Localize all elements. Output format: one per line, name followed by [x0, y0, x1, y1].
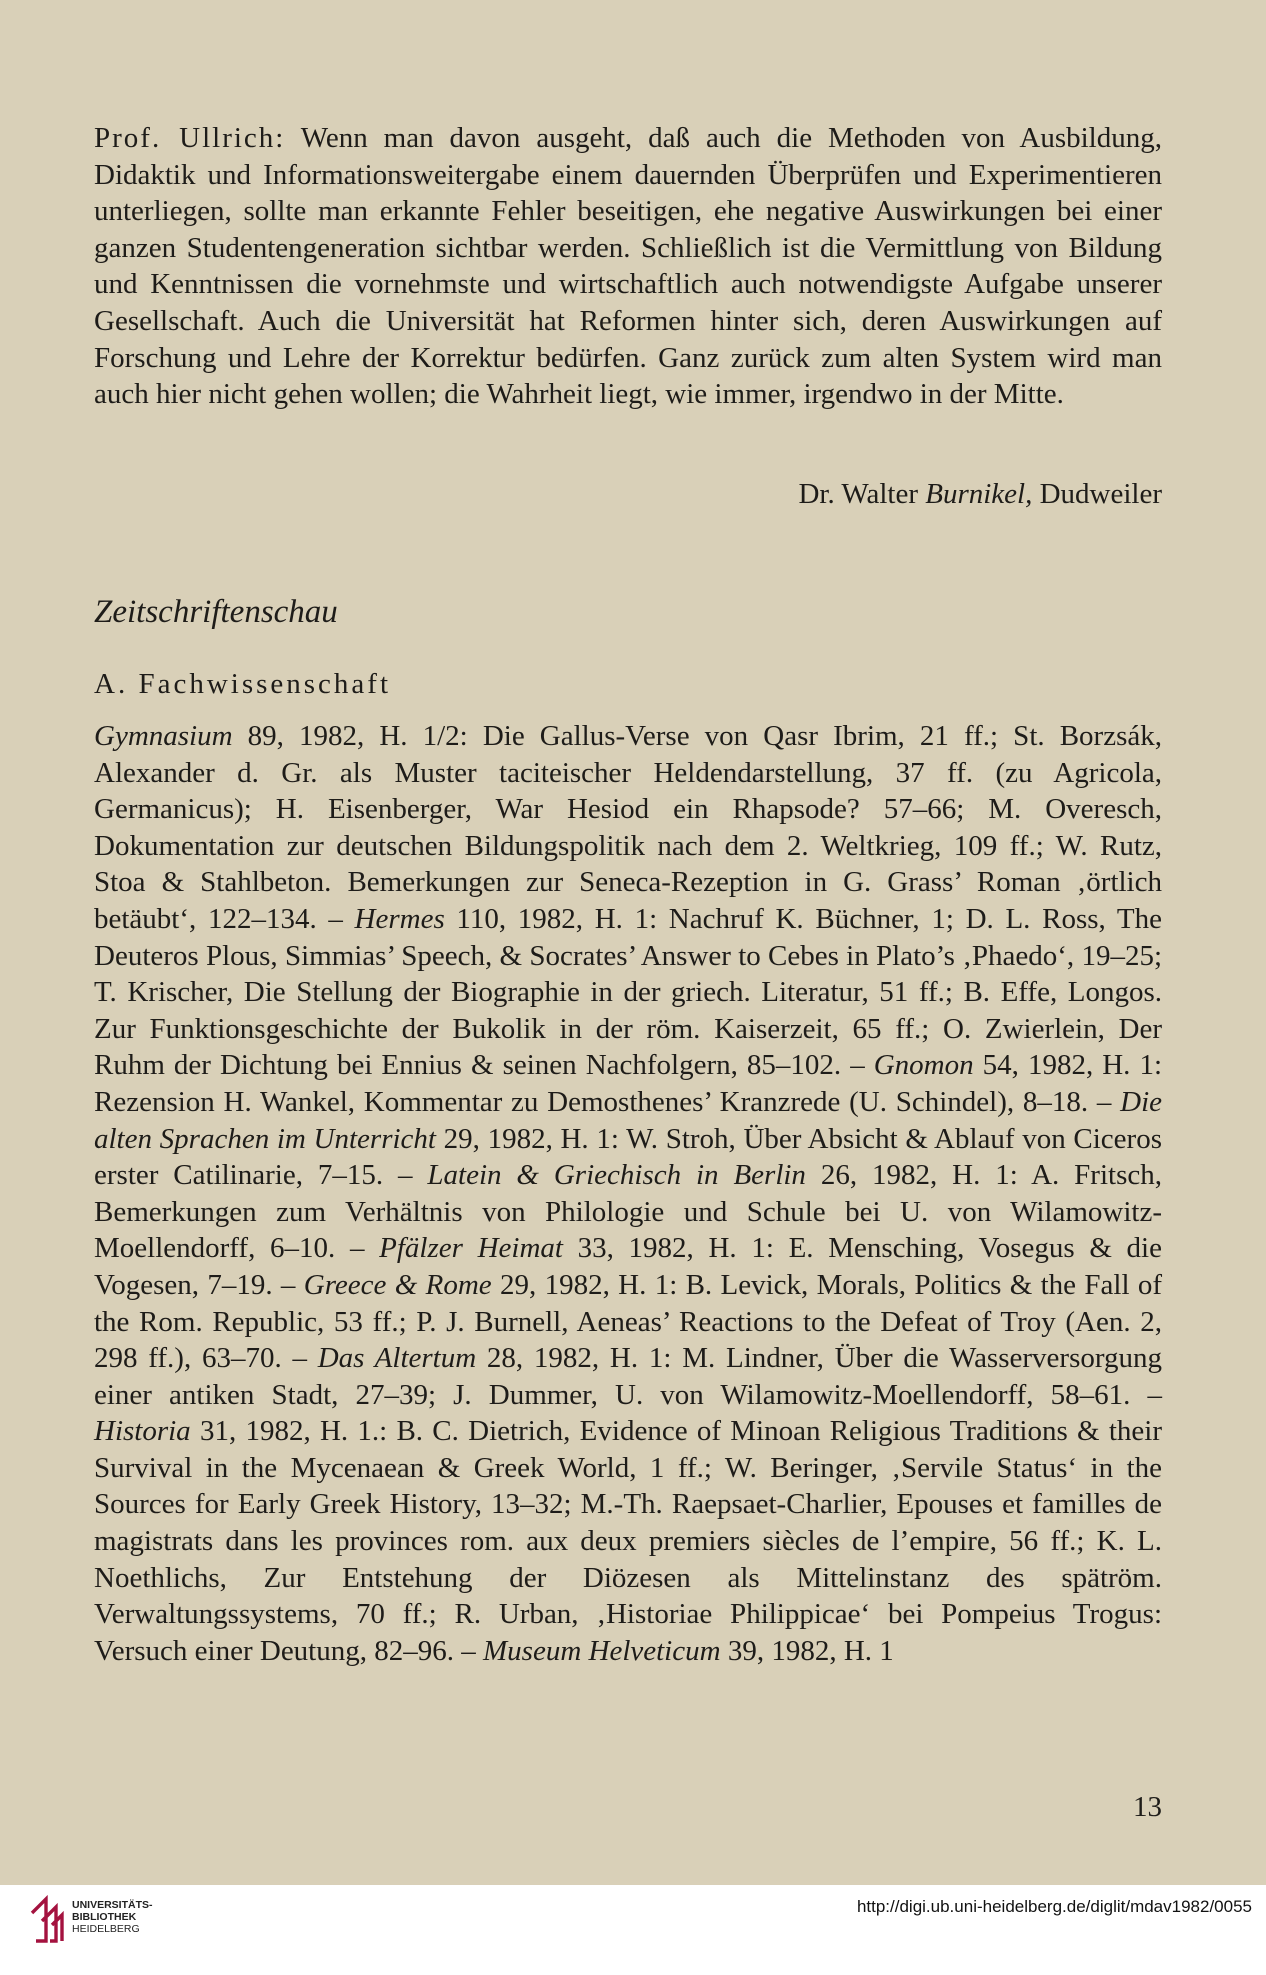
listing-text: 31, 1982, H. 1.: B. C. Dietrich, Evidence of Minoan Religious Traditions & their Survival in the Mycenaean & Greek World, 1 ff.; W. Beringer, ‚Servile Status‘ in the Sources for Early Greek History, 13–32; M.-Th. Raepsaet-Charlier, Epouses et familles de magistrats dans les provinces rom. aux deux premiers siècles de l’empire, 56 ff.; K. L. Noethlichs, Zur Entstehung der Diözesen als Mittelinstanz des spätröm. Verwaltungssystems, 70 ff.; R. Urban, ‚Historiae Philippicae‘ bei Pompeius Trogus: Versuch einer Deutung, 82–96. – — [94, 1415, 1162, 1667]
author-signature — [798, 476, 1162, 512]
journal-title: Das Altertum — [317, 1342, 477, 1375]
page-number: 13 — [1133, 1791, 1162, 1823]
journal-title: Gnomon — [873, 1049, 974, 1082]
logo-line-3: HEIDELBERG — [72, 1923, 140, 1935]
journal-title: Greece & Rome — [303, 1268, 492, 1301]
journal-title: Gymnasium — [94, 720, 233, 752]
logo-line-2: BIBLIOTHEK — [72, 1911, 137, 1923]
journal-title: Pfälzer Heimat — [379, 1232, 563, 1265]
source-url[interactable]: http://digi.ub.uni-heidelberg.de/diglit/mdav1982/0055 — [856, 1897, 1252, 1916]
journal-title: Die alten Sprachen im Unterricht — [94, 1085, 1162, 1155]
listing-text: 28, 1982, H. 1: M. Lindner, Über die Wasserversorgung einer antiken Stadt, 27–39; J. Dummer, U. von Wilamowitz-Moellendorff, 58–61. – — [94, 1342, 1162, 1411]
signature-prefix: Dr. Walter — [798, 478, 926, 510]
speaker-name: Prof. Ullrich: — [94, 122, 286, 154]
section-title: Zeitschriftenschau — [94, 594, 338, 630]
listing-text: 110, 1982, H. 1: Nachruf K. Büchner, 1; D. L. Ross, The Deuteros Plous, Simmias’ Speech, & Socrates’ Answer to Cebes in Plato’s ‚Phaedo‘, 19–25; T. Krischer, Die Stellung der Biographie in der griech. Literatur, 51 ff.; B. Effe, Longos. Zur Funktionsgeschichte der Bukolik in der röm. Kaiserzeit, 65 ff.; O. Zwierlein, Der Ruhm der Dichtung bei Ennius & seinen Nachfolgern, 85–102. – — [94, 902, 1163, 1082]
signature-name: Burnikel, — [925, 478, 1033, 510]
ub-heidelberg-logo-icon — [28, 1895, 66, 1945]
listing-text: 29, 1982, H. 1: W. Stroh, Über Absicht & Ablauf von Ciceros erster Catilinarie, 7–15. – — [94, 1122, 1162, 1192]
listing-text: 29, 1982, H. 1: B. Levick, Morals, Politics & the Fall of the Rom. Republic, 53 ff.; P. J. Burnell, Aeneas’ Reactions to the Defeat of Troy (Aen. 2, 298 ff.), 63–70. – — [94, 1268, 1162, 1375]
listing-text: 39, 1982, H. 1 — [720, 1634, 894, 1667]
footer-bar — [0, 1885, 1266, 1975]
journal-listing — [94, 718, 1162, 1669]
journal-title: Historia — [94, 1415, 191, 1448]
subsection-title: A. Fachwissenschaft — [94, 668, 392, 700]
logo-line-1: UNIVERSITÄTS- — [72, 1899, 153, 1911]
listing-text: 54, 1982, H. 1: Rezension H. Wankel, Kommentar zu Demosthenes’ Kranzrede (U. Schindel), 8–18. – — [94, 1049, 1162, 1118]
library-logo-text — [72, 1899, 153, 1935]
listing-text: 33, 1982, H. 1: E. Mensching, Vosegus & die Vogesen, 7–19. – — [94, 1232, 1162, 1301]
paragraph-text: Wenn man davon ausgeht, daß auch die Methoden von Ausbildung, Didaktik und Informationsweitergabe einem dauernden Überprüfen und Experimentieren unterliegen, sollte man erkannte Fehler beseitigen, ehe negative Auswirkungen bei einer ganzen Studentengeneration sichtbar werden. Schließlich ist die Vermittlung von Bildung und Kenntnissen die vornehmste und wirtschaftlich auch notwendigste Aufgabe unserer Gesellschaft. Auch die Universität hat Reformen hinter sich, deren Auswirkungen auf Forschung und Lehre der Korrektur bedürfen. Ganz zurück zum alten System wird man auch hier nicht gehen wollen; die Wahrheit liegt, wie immer, irgendwo in der Mitte. — [94, 122, 1162, 411]
journal-title: Latein & Griechisch in Berlin — [427, 1159, 806, 1192]
discussion-paragraph — [94, 120, 1162, 413]
journal-title: Hermes — [354, 902, 445, 935]
listing-text: 89, 1982, H. 1/2: Die Gallus-Verse von Qasr Ibrim, 21 ff.; St. Borzsák, Alexander d. Gr. als Muster taciteischer Heldendarstellung, 37 ff. (zu Agricola, Germanicus); H. Eisenberger, War Hesiod ein Rhapsode? 57–66; M. Overesch, Dokumentation zur deutschen Bildungspolitik nach dem 2. Weltkrieg, 109 ff.; W. Rutz, Stoa & Stahlbeton. Bemerkungen zur Seneca-Rezeption in G. Grass’ Roman ‚örtlich betäubt‘, 122–134. – — [94, 720, 1162, 935]
listing-text: 26, 1982, H. 1: A. Fritsch, Bemerkungen zum Verhältnis von Philologie und Schule bei U. von Wilamowitz-Moellendorff, 6–10. – — [94, 1159, 1162, 1265]
signature-place: Dudweiler — [1032, 478, 1162, 510]
journal-title: Museum Helveticum — [483, 1634, 721, 1667]
